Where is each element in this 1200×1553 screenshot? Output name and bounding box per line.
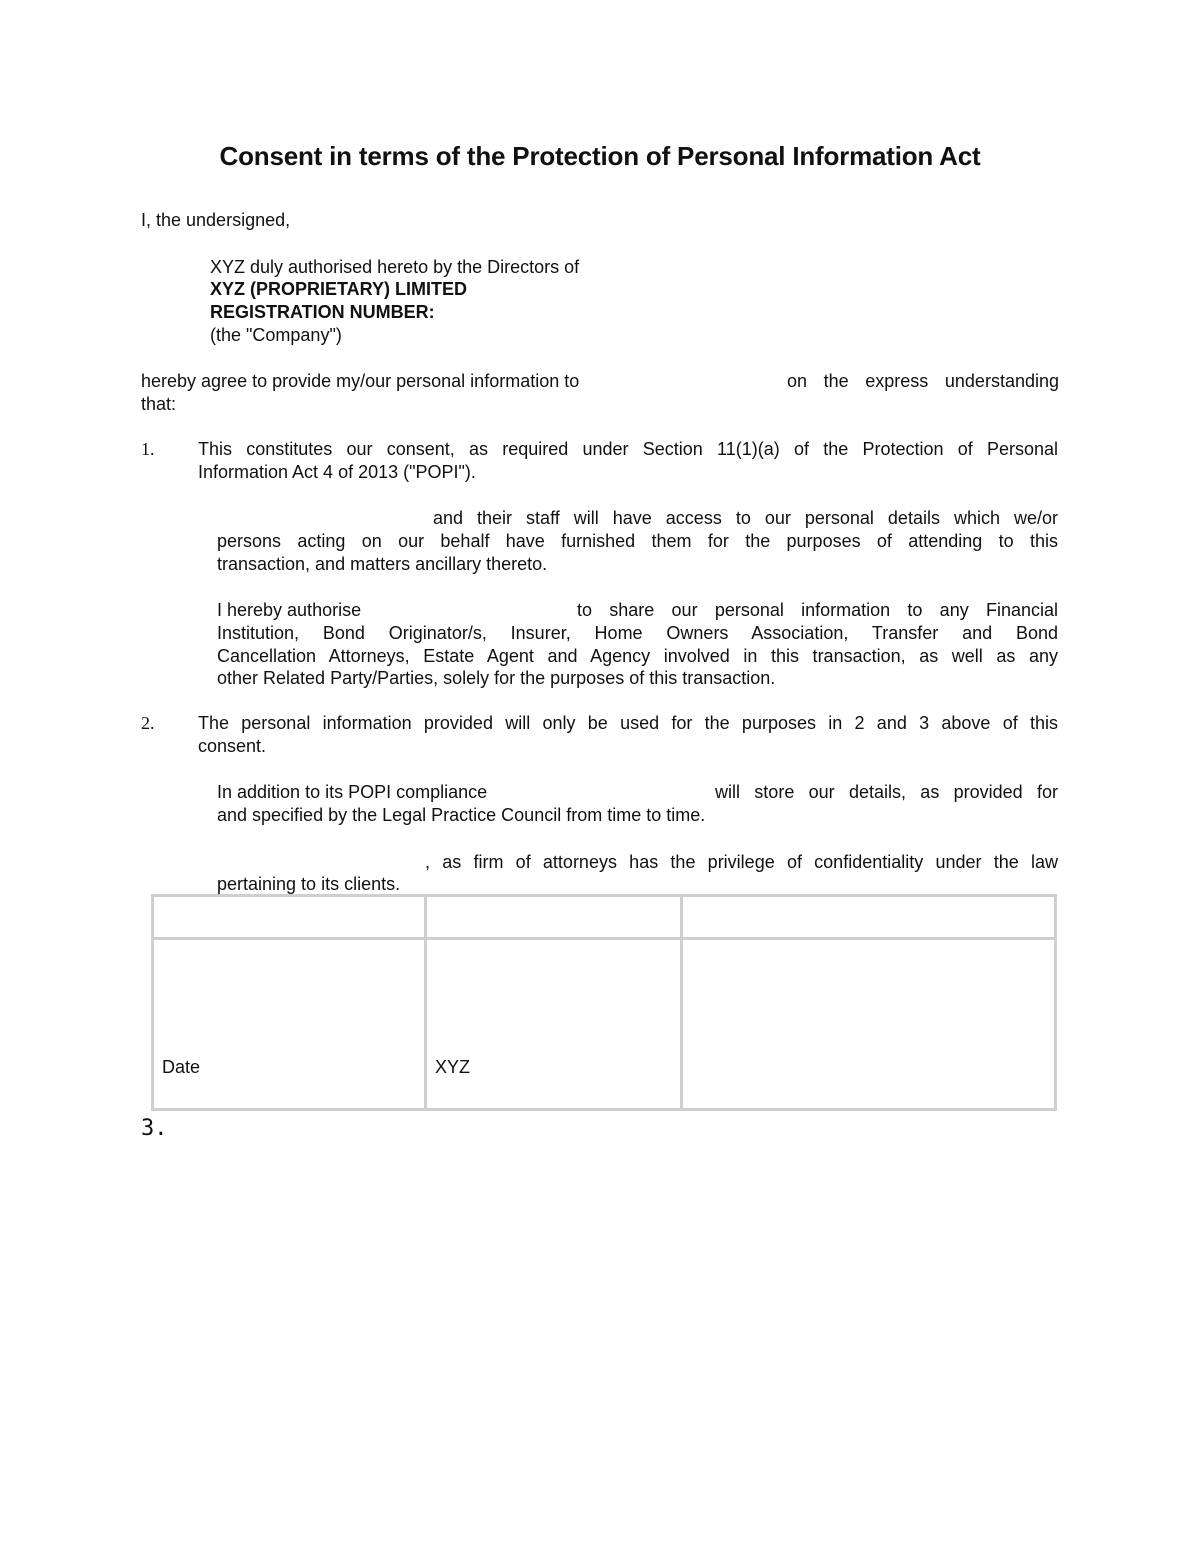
signature-header-cell-3 [682,896,1056,939]
company-name: XYZ (PROPRIETARY) LIMITED [210,279,468,299]
clause-2-line-2: consent. [198,736,267,756]
clause-2-para-2-lead: In addition to its POPI compliance [217,782,488,802]
company-alias: (the "Company") [210,325,342,345]
clause-1-para-2-line-1: and their staff will have access to our personal details which we/or [433,508,1058,528]
clause-1-para-3-lead: I hereby authorise [217,600,362,620]
agree-lead: hereby agree to provide my/our personal information to [141,371,580,391]
agree-wrap: that: [141,394,177,414]
document-title: Consent in terms of the Protection of Personal Information Act [219,141,981,171]
clause-2-para-2-line-2: and specified by the Legal Practice Council from time to time. [217,805,706,825]
date-cell: Date [153,939,426,1110]
clause-1-para-2-line-2: persons acting on our behalf have furnished them for the purposes of attending to this [217,531,1058,551]
signature-header-cell-1 [153,896,426,939]
clause-2-para-2-tail: will store our details, as provided for [715,782,1058,802]
signature-table-header-row [153,896,1056,939]
signature-table [151,894,1057,1111]
clause-1-para-3-line-3: Cancellation Attorneys, Estate Agent and Agency involved in this transaction, as well as any [217,646,1058,666]
party-cell: XYZ [426,939,682,1110]
clause-1-line-2: Information Act 4 of 2013 ("POPI"). [198,462,476,482]
agree-tail: on the express understanding [787,371,1059,391]
clause-2-line-1: The personal information provided will only be used for the purposes in 2 and 3 above of this [198,713,1058,733]
clause-2-para-3-line-2: pertaining to its clients. [217,874,401,894]
clause-1-para-3-line-4: other Related Party/Parties, solely for the purposes of this transaction. [217,668,776,688]
intro-text: I, the undersigned, [141,210,291,230]
clause-3-number: 3. [141,1116,168,1141]
signature-table-row [153,939,1056,1110]
registration-label: REGISTRATION NUMBER: [210,302,435,322]
signature-header-cell-2 [426,896,682,939]
clause-2-number: 2. [141,713,155,733]
signature-cell [682,939,1056,1110]
party-line: XYZ duly authorised hereto by the Directors of [210,257,580,277]
clause-1-para-2-line-3: transaction, and matters ancillary thereto. [217,554,548,574]
clause-1-para-3-tail: to share our personal information to any Financial [577,600,1058,620]
clause-1-para-3-line-2: Institution, Bond Originator/s, Insurer, Home Owners Association, Transfer and Bond [217,623,1058,643]
clause-1-number: 1. [141,439,155,459]
clause-1-line-1: This constitutes our consent, as required under Section 11(1)(a) of the Protection of Personal [198,439,1058,459]
clause-2-para-3-line-1: , as firm of attorneys has the privilege of confidentiality under the law [425,852,1058,872]
